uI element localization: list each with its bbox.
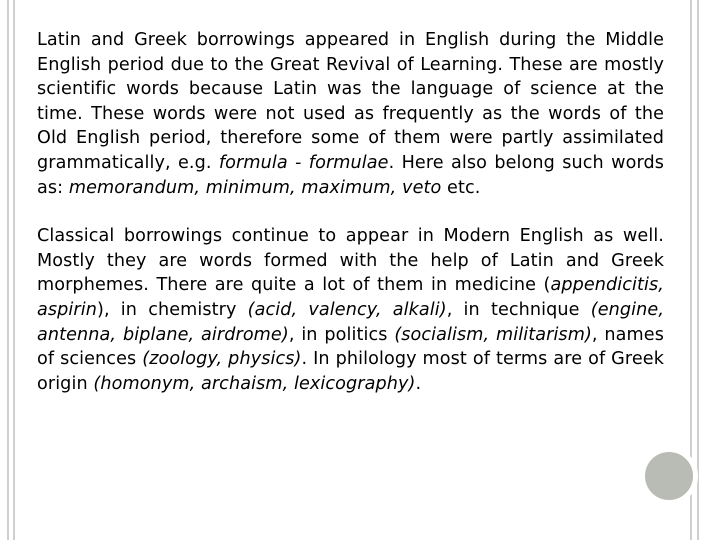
decorative-circle bbox=[640, 447, 698, 505]
example-chemistry: (acid, valency, alkali) bbox=[247, 299, 447, 320]
paragraph-classical-modern-english bbox=[37, 224, 664, 396]
paragraph2-text-a: Classical borrowings continue to appear in Modern English as well. Mostly they are words formed with the help of Latin and Greek morphemes. There are quite a lot of them in medicine ( bbox=[37, 226, 664, 296]
paragraph-latin-greek-middle-english bbox=[37, 28, 664, 200]
paragraph1-text-a: Latin and Greek borrowings appeared in English during the Middle English period due to the Great Revival of Learning. These are mostly scientific words because Latin was the language of science at the time. These words were not used as frequently as the words of the Old English period, therefore some of them were partly assimilated grammatically, e.g. bbox=[37, 30, 664, 173]
paragraph2-text-e: , names of sciences bbox=[37, 324, 664, 370]
left-border-line-inner bbox=[13, 0, 15, 540]
paragraph1-text-b: . Here also belong such words as: bbox=[37, 152, 665, 198]
example-formula: formula - formulae bbox=[218, 152, 389, 173]
paragraph1-text-c: etc. bbox=[441, 177, 481, 198]
paragraph2-text-b: ), in chemistry bbox=[96, 299, 248, 320]
example-sciences: (zoology, physics) bbox=[142, 349, 302, 370]
example-politics: (socialism, militarism) bbox=[394, 324, 592, 345]
example-words: memorandum, minimum, maximum, veto bbox=[68, 177, 442, 198]
paragraph2-text-f: . In philology most of terms are of Greek origin bbox=[37, 349, 665, 394]
text-content bbox=[37, 28, 664, 396]
example-philology: (homonym, archaism, lexicography) bbox=[93, 373, 416, 394]
left-border-line-outer bbox=[7, 0, 9, 540]
example-technique: (engine, antenna, biplane, airdrome) bbox=[37, 299, 665, 345]
paragraph2-text-g: . bbox=[415, 373, 422, 394]
right-border-line-outer bbox=[697, 0, 699, 540]
paragraph2-text-d: , in politics bbox=[288, 324, 395, 345]
example-medicine: appendicitis, aspirin bbox=[37, 275, 664, 320]
paragraph2-text-c: , in technique bbox=[446, 299, 591, 320]
